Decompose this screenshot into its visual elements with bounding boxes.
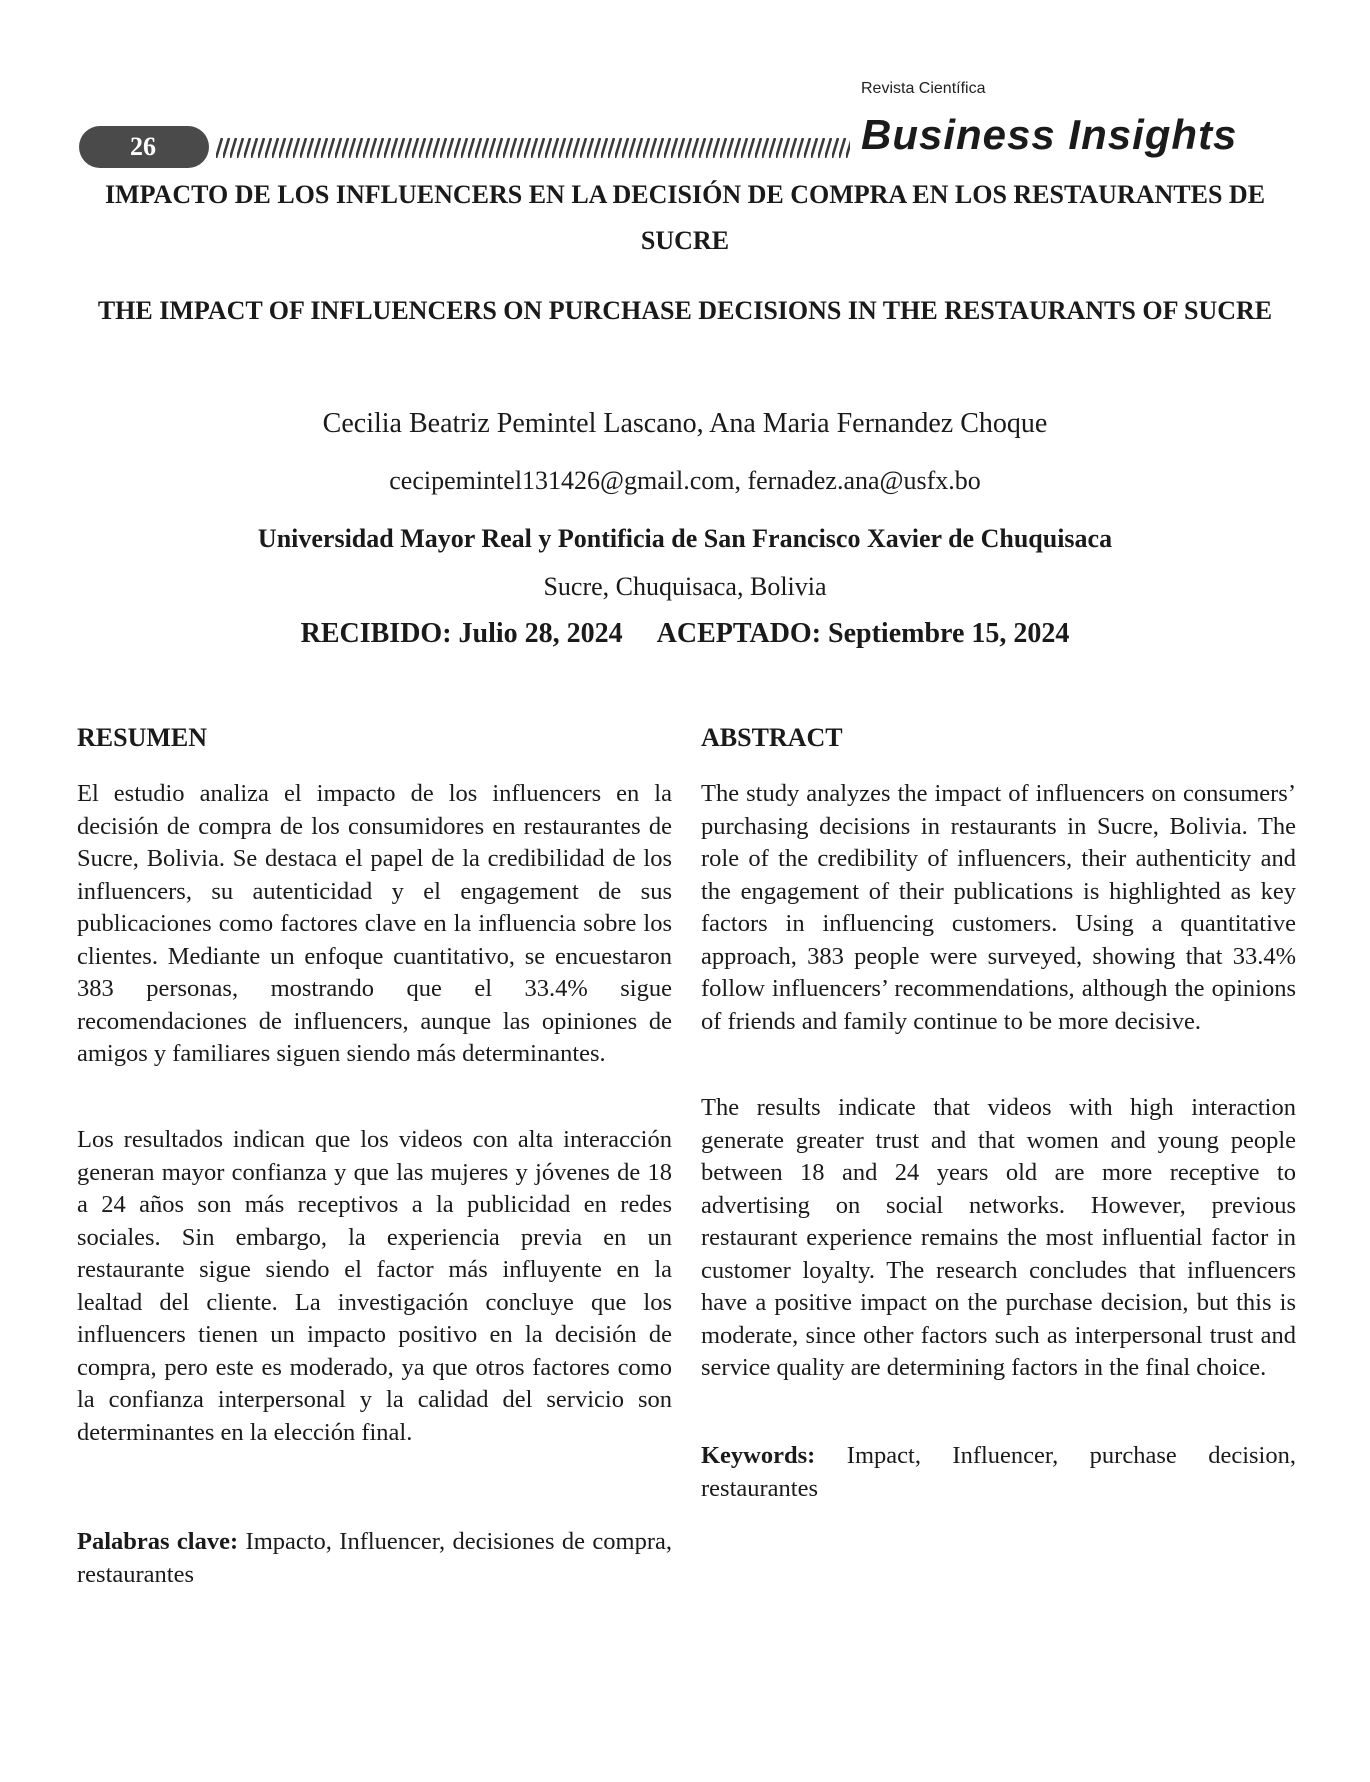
- resumen-heading: RESUMEN: [77, 723, 208, 752]
- keywords-english-values: Impact, Influencer, purchase decision, restaurantes: [701, 1442, 1296, 1502]
- received-date: RECIBIDO: Julio 28, 2024: [300, 618, 623, 649]
- abstract-paragraph-1: The study analyzes the impact of influencers on consumers’ purchasing decisions in restaurants in Sucre, Bolivia. The role of the credibility of influencers, their authenticity and the engagement of their publications is highlighted as key factors in influencing customers. Using a quantitative approach, 383 people were surveyed, showing that 33.4% follow influencers’ recommendations, although the opinions of friends and family continue to be more decisive.: [701, 780, 1296, 1035]
- accepted-date: ACEPTADO: Septiembre 15, 2024: [656, 618, 1070, 649]
- keywords-spanish-label: Palabras clave:: [77, 1528, 239, 1555]
- page-number: 26: [130, 132, 156, 161]
- location: Sucre, Chuquisaca, Bolivia: [543, 572, 827, 601]
- journal-name: Business Insights: [861, 111, 1238, 158]
- dates-line: [70, 618, 1300, 650]
- journal-subtitle: Revista Científica: [861, 80, 986, 97]
- abstract-heading: ABSTRACT: [701, 723, 843, 752]
- keywords-english: [701, 1440, 1296, 1505]
- keywords-english-label: Keywords:: [701, 1442, 816, 1469]
- resumen-paragraph-2: Los resultados indican que los videos con alta interacción generan mayor confianza y que las mujeres y jóvenes de 18 a 24 años son más receptivos a la publicidad en redes sociales. Sin embargo, la experiencia previa en un restaurante sigue siendo el factor más influyente en la lealtad del cliente. La investigación concluye que los influencers tienen un impacto positivo en la decisión de compra, pero este es moderado, ya que otros factores como la confianza interpersonal y la calidad del servicio son determinantes en la elección final.: [77, 1126, 672, 1446]
- author-emails: cecipemintel131426@gmail.com, fernadez.ana@usfx.bo: [389, 466, 981, 495]
- resumen-paragraph-1: El estudio analiza el impacto de los influencers en la decisión de compra de los consumidores en restaurantes de Sucre, Bolivia. Se destaca el papel de la credibilidad de los influencers, su autenticidad y el engagement de sus publicaciones como factores clave en la influencia sobre los clientes. Mediante un enfoque cuantitativo, se encuestaron 383 personas, mostrando que el 33.4% sigue recomendaciones de influencers, aunque las opiniones de amigos y familiares siguen siendo más determinantes.: [77, 780, 672, 1067]
- authors: Cecilia Beatriz Pemintel Lascano, Ana Maria Fernandez Choque: [322, 408, 1048, 439]
- keywords-spanish-values: Impacto, Influencer, decisiones de compra, restaurantes: [77, 1528, 672, 1588]
- university: Universidad Mayor Real y Pontificia de San Francisco Xavier de Chuquisaca: [257, 524, 1113, 553]
- decorative-hatch-bar: [216, 138, 850, 158]
- title-spanish: IMPACTO DE LOS INFLUENCERS EN LA DECISIÓN DE COMPRA EN LOS RESTAURANTES DE SUCRE: [104, 180, 1266, 255]
- title-english: THE IMPACT OF INFLUENCERS ON PURCHASE DECISIONS IN THE RESTAURANTS OF SUCRE: [97, 296, 1273, 325]
- abstract-paragraph-2: The results indicate that videos with high interaction generate greater trust and that women and young people between 18 and 24 years old are more receptive to advertising on social networks. However, previous restaurant experience remains the most influential factor in customer loyalty. The research concludes that influencers have a positive impact on the purchase decision, but this is moderate, since other factors such as interpersonal trust and service quality are determining factors in the final choice.: [701, 1094, 1296, 1381]
- keywords-spanish: [77, 1526, 672, 1591]
